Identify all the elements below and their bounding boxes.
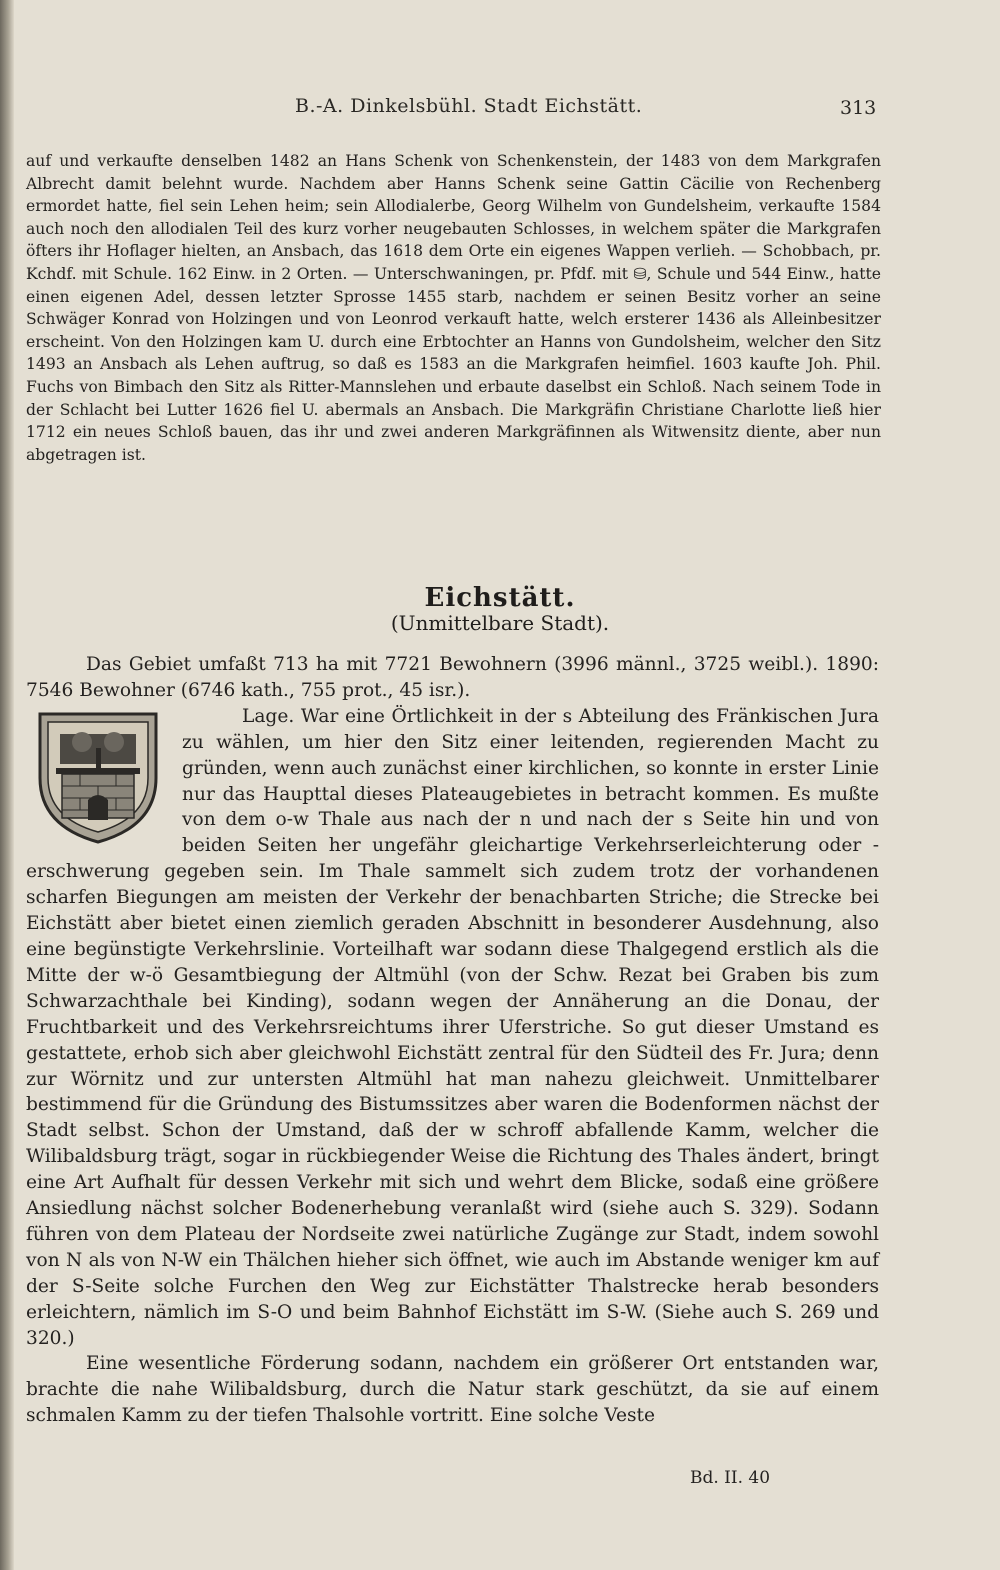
paragraph-last: Eine wesentliche Förderung sodann, nachdem ein größerer Ort entstanden war, brachte die nahe Wilibaldsburg, durch die Natur stark geschützt, da sie auf einem schmalen Kamm zu der tiefen Thalsohle vortritt. Eine solche Veste	[26, 1353, 879, 1427]
signature-mark: Bd. II. 40	[690, 1468, 771, 1488]
section-title: Eichstätt.	[424, 583, 576, 613]
intro-paragraph-block	[26, 150, 881, 466]
paragraph-lage-text: Lage. War eine Örtlichkeit in der s Abteilung des Fränkischen Jura zu wählen, um hier den Sitz einer leitenden, regierenden Macht zu gründen, wenn auch zunächst einer kirchlichen, so konnte in erster Linie nur das Haupttal dieses Plateaugebietes in betracht kommen. Es mußte von dem o-w Thale aus nach der n und nach der s Seite hin und von beiden Seiten her ungefähr gleichartige Verkehrserleichterung oder -erschwerung gegeben sein. Im Thale sammelt sich zudem trotz der vorhandenen scharfen Biegungen am meisten der Verkehr der benachbarten Striche; die Strecke bei Eichstätt aber bietet einen ziemlich geraden Abschnitt in besonderer Ausdehnung, also eine begünstigte Verkehrslinie. Vorteilhaft war sodann diese Thalgegend erstlich als die Mitte der w-ö Gesamtbiegung der Altmühl (von der Schw. Rezat bei Graben bis zum Schwarzachthale bei Kinding), sodann wegen der Annäherung an die Donau, der Fruchtbarkeit und des Verkehrsreichtums ihrer Uferstriche. So gut dieser Umstand es gestattete, erhob sich aber gleichwohl Eichstätt zentral für den Südteil des Fr. Jura; denn zur Wörnitz und zur untersten Altmühl hat man nahezu gleichweit. Unmittelbarer bestimmend für die Gründung des Bistumssitzes aber waren die Bodenformen nächst der Stadt selbst. Schon der Umstand, daß der w schroff abfallende Kamm, welcher die Wilibaldsburg trägt, sogar in rückbiegender Weise die Richtung des Thales ändert, bringt eine Art Aufhalt für dessen Verkehr mit sich und wehrt dem Blicke, sodaß eine größere Ansiedlung nächst solcher Bodenerhebung veranlaßt wird (siehe auch S. 329). Sodann führen von dem Plateau der Nordseite zwei natürliche Zugänge zur Stadt, indem sowohl von N als von N-W ein Thälchen hieher sich öffnet, wie auch im Abstande weniger km auf der S-Seite solche Furchen den Weg zur Eichstätter Thalstrecke herab besonders erleichtern, nämlich im S-O und beim Bahnhof Eichstätt im S-W. (Siehe auch S. 269 und 320.)	[26, 705, 879, 1349]
coat-of-arms-icon	[34, 708, 162, 846]
section-body	[26, 652, 879, 1429]
paragraph-area: Das Gebiet umfaßt 713 ha mit 7721 Bewohnern (3996 männl., 3725 weibl.). 1890: 7546 Bewohner (6746 kath., 755 prot., 45 isr.).	[26, 654, 879, 701]
paragraph-lage	[26, 704, 879, 1352]
page-header	[0, 95, 1000, 125]
page-binding-shadow	[0, 0, 14, 1570]
page-number: 313	[840, 97, 877, 119]
running-title: B.-A. Dinkelsbühl. Stadt Eichstätt.	[295, 95, 643, 117]
intro-paragraph: auf und verkaufte denselben 1482 an Hans Schenk von Schenkenstein, der 1483 von dem Markgrafen Albrecht damit belehnt wurde. Nachdem aber Hanns Schenk seine Gattin Cäcilie von Rechenberg ermordet hatte, fiel sein Lehen heim; sein Allodialerbe, Georg Wilhelm von Gundelsheim, verkaufte 1584 auch noch den allodialen Teil des kurz vorher neugebauten Schlosses, in welchem später die Markgrafen öfters ihr Hoflager hielten, an Ansbach, das 1618 dem Orte ein eigenes Wappen verlieh. — Schobbach, pr. Kchdf. mit Schule. 162 Einw. in 2 Orten. — Unterschwaningen, pr. Pfdf. mit ⛁, Schule und 544 Einw., hatte einen eigenen Adel, dessen letzter Sprosse 1455 starb, nachdem er seinen Besitz vorher an seine Schwäger Konrad von Holzingen und von Leonrod verkauft hatte, welch ersterer 1436 als Alleinbesitzer erscheint. Von den Holzingen kam U. durch eine Erbtochter an Hanns von Gundolsheim, welcher den Sitz 1493 an Ansbach als Lehen auftrug, so daß es 1583 an die Markgrafen heimfiel. 1603 kaufte Joh. Phil. Fuchs von Bimbach den Sitz als Ritter-Mannslehen und erbaute daselbst ein Schloß. Nach seinem Tode in der Schlacht bei Lutter 1626 fiel U. abermals an Ansbach. Die Markgräfin Christiane Charlotte ließ hier 1712 ein neues Schloß bauen, das ihr und zwei anderen Markgräfinnen als Witwensitz diente, aber nun abgetragen ist.	[26, 152, 881, 464]
section-subtitle: (Unmittelbare Stadt).	[390, 611, 610, 635]
paragraph-lage-wrapper	[26, 704, 879, 1352]
